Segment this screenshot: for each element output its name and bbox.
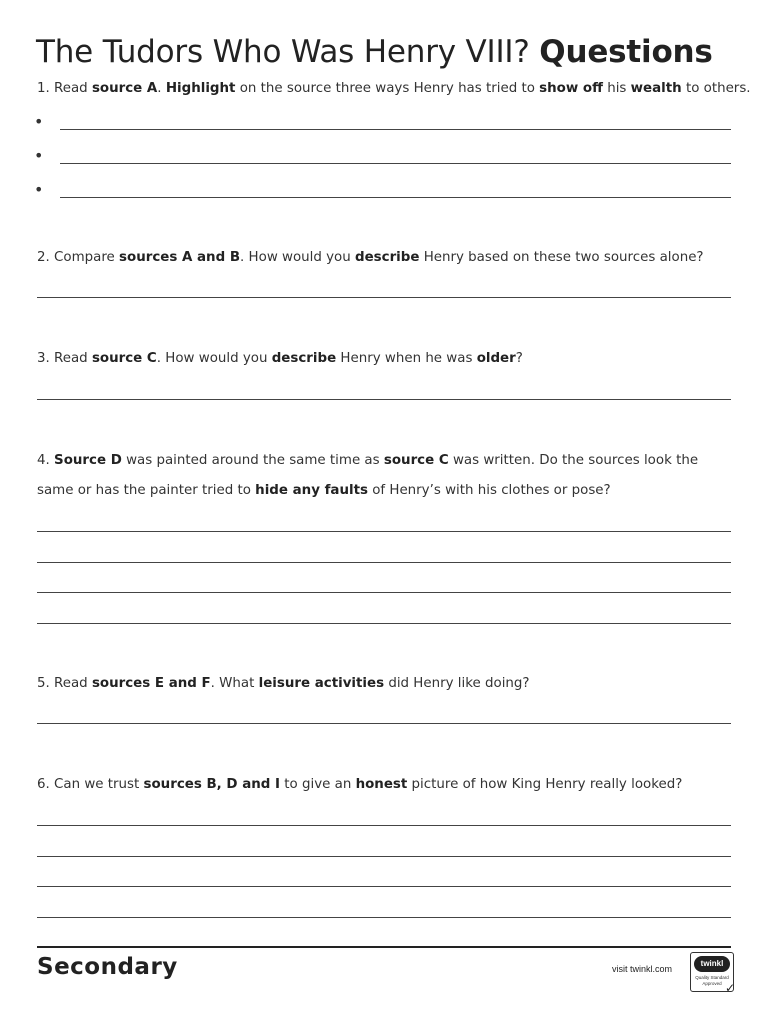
question-text: to others. <box>681 81 751 96</box>
answer-line[interactable] <box>37 723 731 724</box>
answer-line[interactable] <box>37 297 731 298</box>
question-3 <box>37 344 731 374</box>
question-text: 6. Can we trust <box>37 777 144 792</box>
question-text: was written. Do the sources look the same or has the painter tried to <box>37 453 699 498</box>
question-text: 4. <box>37 453 55 468</box>
question-text: . How would you <box>240 250 355 265</box>
bullet-2: • <box>34 146 44 165</box>
answer-line[interactable] <box>60 129 731 130</box>
question-text: . How would you <box>156 351 272 366</box>
question-keyword: show off <box>539 81 603 96</box>
question-text: picture of how King Henry really looked? <box>407 777 683 792</box>
question-keyword: describe <box>271 351 337 366</box>
question-text: Henry based on these two sources alone? <box>419 250 704 265</box>
quality-badge-icon <box>690 952 735 995</box>
answer-line[interactable] <box>37 917 731 918</box>
question-keyword: leisure activities <box>258 676 385 691</box>
question-text: 3. Read <box>37 351 92 366</box>
question-text: . <box>157 81 166 96</box>
question-keyword: Highlight <box>165 81 236 96</box>
footer-brand: Secondary <box>37 954 178 980</box>
answer-line[interactable] <box>37 856 731 857</box>
question-keyword: older <box>476 351 516 366</box>
answer-line[interactable] <box>60 197 731 198</box>
badge-logo: twinkl <box>694 956 730 972</box>
answer-line[interactable] <box>37 562 731 563</box>
question-keyword: wealth <box>630 81 682 96</box>
bullet-1: • <box>34 112 44 131</box>
question-text: of Henry’s with his clothes or pose? <box>367 483 611 498</box>
question-text: his <box>602 81 631 96</box>
question-keyword: source C <box>383 453 449 468</box>
question-keyword: sources A and B <box>119 250 241 265</box>
question-text: 5. Read <box>37 676 92 691</box>
title-main: The Tudors Who Was Henry VIII? <box>36 34 530 70</box>
answer-line[interactable] <box>37 623 731 624</box>
question-text: 2. Compare <box>37 250 120 265</box>
answer-line[interactable] <box>37 592 731 593</box>
answer-line[interactable] <box>37 531 731 532</box>
footer-url-link[interactable]: visit twinkl.com <box>612 964 673 974</box>
question-keyword: describe <box>355 250 420 265</box>
question-keyword: source C <box>91 351 157 366</box>
question-keyword: honest <box>355 777 408 792</box>
question-text: . What <box>210 676 259 691</box>
badge-caption: Quality Standard Approved <box>695 975 729 986</box>
answer-line[interactable] <box>60 163 731 164</box>
question-text: ? <box>515 351 523 366</box>
question-keyword: hide any faults <box>255 483 368 498</box>
title-emphasis: Questions <box>539 34 713 70</box>
question-keyword: Source D <box>54 453 122 468</box>
question-text: on the source three ways Henry has tried to <box>235 81 540 96</box>
question-6 <box>37 770 731 800</box>
question-text: to give an <box>280 777 356 792</box>
question-text: 1. Read <box>37 81 92 96</box>
footer-divider <box>37 946 731 948</box>
question-1 <box>37 74 751 104</box>
checkmark-icon: ✓ <box>724 981 735 995</box>
question-keyword: source A <box>91 81 158 96</box>
question-text: did Henry like doing? <box>384 676 530 691</box>
question-2 <box>37 243 731 273</box>
question-5 <box>37 669 731 699</box>
question-keyword: sources B, D and I <box>143 777 281 792</box>
page-title <box>36 34 713 70</box>
question-4 <box>37 446 731 506</box>
answer-line[interactable] <box>37 886 731 887</box>
answer-line[interactable] <box>37 399 731 400</box>
question-text: was painted around the same time as <box>121 453 384 468</box>
answer-line[interactable] <box>37 825 731 826</box>
bullet-3: • <box>34 180 44 199</box>
question-text: Henry when he was <box>336 351 477 366</box>
question-keyword: sources E and F <box>91 676 211 691</box>
